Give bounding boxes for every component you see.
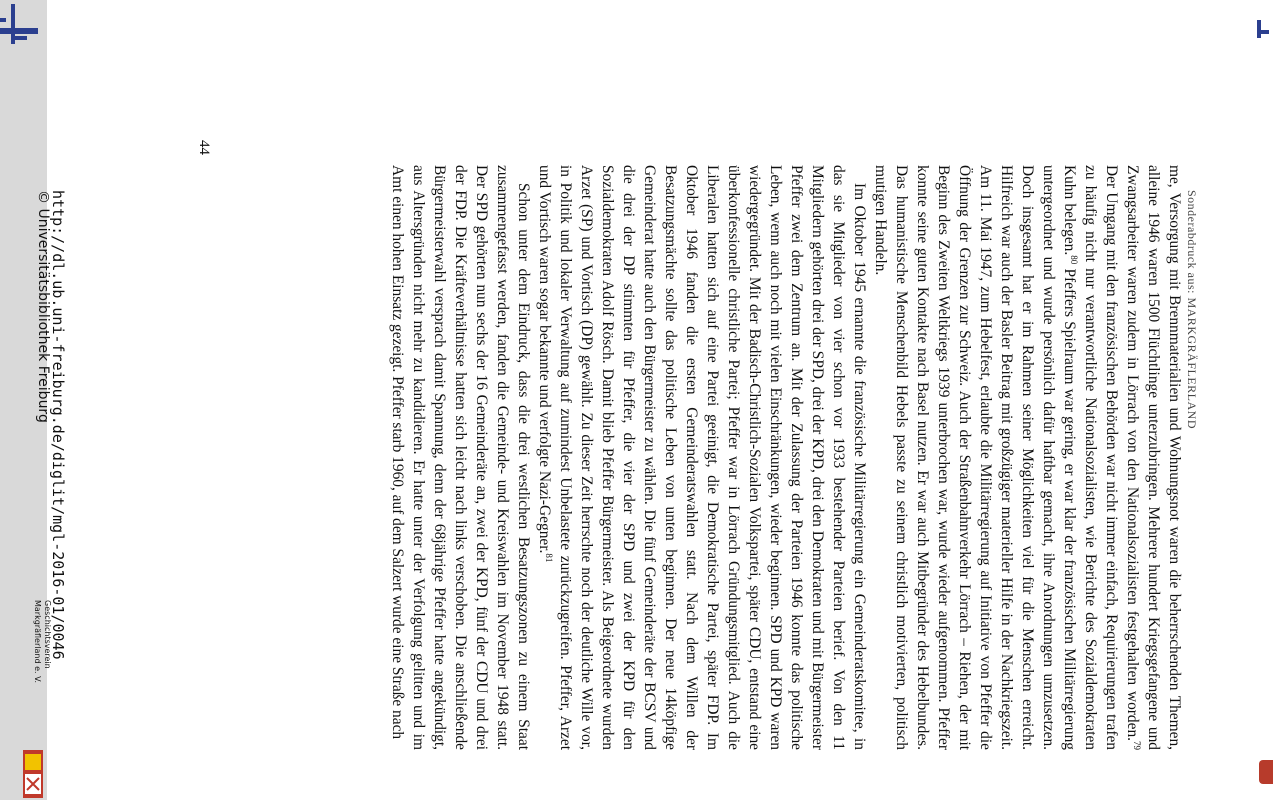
body-text (387, 165, 1185, 750)
paragraph-2: Im Oktober 1945 ernannte die französische Militärregierung ein Gemeinderatskomitee, in das sie Mitglieder von vier schon vor 1933 bestehender Parteien berief. Von den 11 Mitgliedern gehörten drei der SPD, drei der KPD, drei den Demokraten und mit Bürgermeister Pfeffer zwei dem Zentrum an. Mit der Zulassung der Parteien 1946 konnte das politische Leben, wenn auch noch mit vielen Einschränkungen, wieder beginnen. SPD und KPD waren wiedergegründet. Mit der Badisch-Christlich-Sozialen Volkspartei, später CDU, entstand eine überkonfessionelle christliche Partei; Pfeffer war in Lörrach Gründungsmitglied. Auch die Liberalen hatten sich auf eine Partei geeinigt, die Demokratische Partei, später FDP. Im Oktober 1946 fanden die ersten Gemeinderatswahlen statt. Nach dem Willen der Besatzungsmächte sollte das politische Leben von unten beginnen. Der neue 14köpfige Gemeinderat hatte auch den Bürgermeister zu wählen. Die fünf Gemeinderäte der BCSV und die drei der DP stimmten für Pfeffer, die vier der SPD und zwei der KPD für den Sozialdemokraten Adolf Rösch. Damit blieb Pfeffer Bürgermeister. Als Beigeordnete wurden Arzet (SP) und Vortisch (DP) gewählt. Zu dieser Zeit herrschte noch der deutliche Wille vor, in Politik und lokaler Verwaltung auf zumindest Unbelastete zurückzugreifen. Pfeffer, Arzet und Vortisch waren sogar bekannte und verfolgte Nazi-Gegner.$^{81}$ (536, 165, 868, 750)
page-number: 44 (196, 140, 212, 155)
page-content (33, 0, 1247, 800)
library-logo-icon (0, 0, 40, 48)
paragraph-1: me, Versorgung mit Brennmaterialien und Wohnungsnot waren die beherrschenden Themen, alleine 1946 waren 1500 Flüchtlinge unterzubringen. Mehrere hundert Kriegsgefangene und Zwangsarbeiter waren zudem in Lörrach von den Nationalsozialisten festgehalten worden.$^{79}$ Der Umgang mit den französischen Behörden war nicht immer einfach, Requirierungen trafen zu häufig nicht nur verantwortliche Nationalsozialisten, wie Berichte des Sozialdemokraten Kuhn belegen.$^{80}$ Pfeffers Spielraum war gering, er war klar der französischen Militärregierung untergeordnet und wurde persönlich dafür haftbar gemacht, ihre Anordnungen umzusetzen. Doch insgesamt hat er im Rahmen seiner Möglichkeiten viel für die Menschen erreicht. Hilfreich war auch der Basler Beitrag mit großzügiger materieller Hilfe in der Nachkriegszeit. Am 11. Mai 1947, zum Hebelfest, erlaubte die Militärregierung auf Initiative von Pfeffer die Öffnung der Grenzen zur Schweiz. Auch der Straßenbahnverkehr Lörrach – Riehen, der mit Beginn des Zweiten Weltkriegs 1939 unterbrochen war, wurde wieder aufgenommen. Pfeffer konnte seine guten Kontakte nach Basel nutzen. Er war auch Mitbegründer des Hebelbundes. Das humanistische Menschenbild Hebels passte zu seinem christlich motivierten, politisch mutigen Handeln. (872, 165, 1183, 750)
right-page-edge (1247, 0, 1274, 800)
footnote-ref-80[interactable]: 80 (1069, 255, 1080, 265)
library-logo-fragment-icon (1257, 20, 1269, 38)
source-url-link[interactable]: http://dl.ub.uni-freiburg.de/diglit/mgl-2016-01/0046 (49, 190, 67, 660)
rotated-document-page (33, 0, 1247, 800)
copyright-notice: © Universitätsbibliothek Freiburg (35, 190, 51, 423)
society-crest-icon (23, 748, 43, 800)
footnote-ref-81[interactable]: 81 (544, 553, 555, 563)
crest-fragment-icon (1259, 760, 1273, 784)
footnote-ref-79[interactable]: 79 (1132, 741, 1143, 750)
paragraph-3: Schon unter dem Eindruck, dass die drei westlichen Besatzungszonen zu einem Staat zusammengefasst werden, fanden die Gemeinde- und Kreiswahlen im November 1948 statt. Der SPD gehörten nun sechs der 16 Gemeinderäte an, zwei der KPD, fünf der CDU und drei der FDP. Die Kräfteverhältnisse hatten sich leicht nach links verschoben. Die anschließende Bürgermeisterwahl versprach damit Spannung, denn der 68jährige Pfeffer hatte angekündigt, aus Altersgründen nicht mehr zu kandidieren. Er hatte unter der Verfolgung gelitten und im Amt einen hohen Einsatz gezeigt. Pfeffer starb 1960, auf dem Salzert wurde eine Straße nach (389, 165, 532, 750)
society-name: Geschichtsverein Markgräflerland e. V. (33, 600, 52, 684)
running-head: Sonderabdruck aus: MARKGRÄFLERLAND (1185, 190, 1199, 429)
